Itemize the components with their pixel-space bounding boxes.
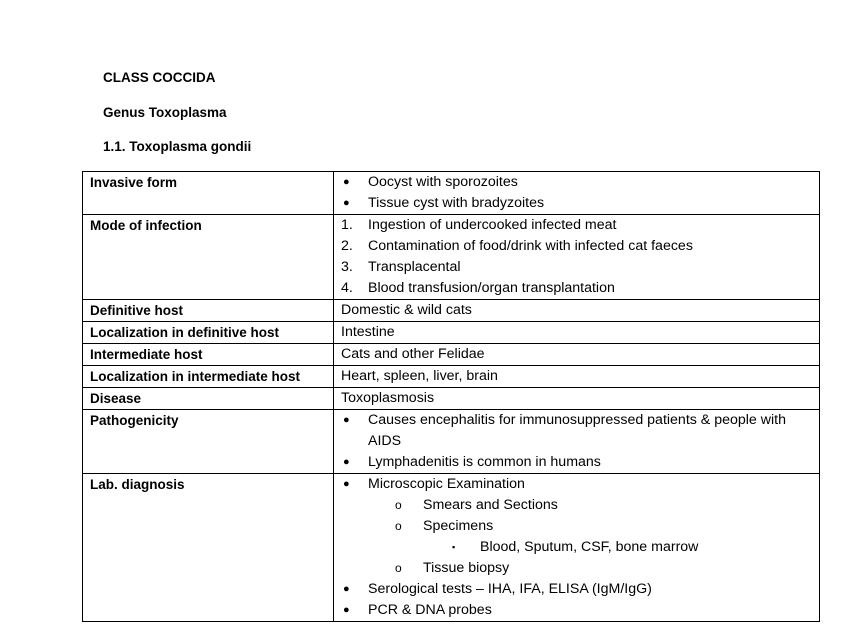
square-marker: ▪ — [452, 542, 456, 552]
list-item: 1. Ingestion of undercooked infected meat — [341, 215, 813, 236]
row-label: Pathogenicity — [83, 410, 334, 474]
row-value — [334, 410, 820, 474]
row-value: Cats and other Felidae — [334, 344, 820, 366]
table-row — [83, 172, 820, 215]
species-heading: 1.1. Toxoplasma gondii — [103, 139, 252, 154]
sub-list-item: o Smears and Sections — [341, 495, 813, 516]
list-item: 2. Contamination of food/drink with infected cat faeces — [341, 236, 813, 257]
list-item: ● PCR & DNA probes — [341, 600, 813, 621]
row-value: Heart, spleen, liver, brain — [334, 366, 820, 388]
sub-list-item: o Tissue biopsy — [341, 558, 813, 579]
list-item: ● Oocyst with sporozoites — [341, 172, 813, 193]
genus-heading: Genus Toxoplasma — [103, 105, 227, 120]
bullet-marker: ● — [343, 583, 350, 595]
table-row — [83, 366, 820, 388]
bullet-marker: ● — [343, 478, 350, 490]
circle-marker: o — [395, 519, 402, 533]
bullet-marker: ● — [343, 604, 350, 616]
row-value — [334, 172, 820, 215]
list-item: ● Tissue cyst with bradyzoites — [341, 193, 813, 214]
bullet-marker: ● — [343, 176, 350, 188]
list-item: ● Causes encephalitis for immunosuppressed patients & people with AIDS — [343, 412, 786, 449]
list-item: ● Serological tests – IHA, IFA, ELISA (IgM/IgG) — [341, 579, 813, 600]
bullet-marker: ● — [343, 197, 350, 209]
row-label: Intermediate host — [83, 344, 334, 366]
row-label: Lab. diagnosis — [83, 474, 334, 622]
sub-list-item: o Specimens — [341, 516, 813, 537]
row-value: Toxoplasmosis — [334, 388, 820, 410]
row-label: Localization in definitive host — [83, 322, 334, 344]
circle-marker: o — [395, 498, 402, 512]
table-row — [83, 474, 820, 622]
toxoplasma-table — [82, 171, 820, 622]
number-marker: 1. — [341, 217, 353, 233]
bullet-marker: ● — [343, 456, 350, 468]
list-item: ● Lymphadenitis is common in humans — [341, 452, 813, 473]
list-item: 3. Transplacental — [341, 257, 813, 278]
class-heading: CLASS COCCIDA — [103, 70, 216, 85]
row-value — [334, 215, 820, 300]
table-row — [83, 344, 820, 366]
bullet-marker: ● — [343, 414, 350, 426]
sub-sub-list-item: ▪ Blood, Sputum, CSF, bone marrow — [341, 537, 813, 558]
row-value: Domestic & wild cats — [334, 300, 820, 322]
row-label: Disease — [83, 388, 334, 410]
number-marker: 3. — [341, 259, 353, 275]
row-label: Localization in intermediate host — [83, 366, 334, 388]
number-marker: 2. — [341, 238, 353, 254]
table-row — [83, 388, 820, 410]
table-row — [83, 322, 820, 344]
table-row — [83, 215, 820, 300]
row-value: Intestine — [334, 322, 820, 344]
number-marker: 4. — [341, 280, 353, 296]
row-value — [334, 474, 820, 622]
list-item: 4. Blood transfusion/organ transplantation — [341, 278, 813, 299]
row-label: Definitive host — [83, 300, 334, 322]
table-row — [83, 410, 820, 474]
row-label: Mode of infection — [83, 215, 334, 300]
circle-marker: o — [395, 561, 402, 575]
list-item: ● Microscopic Examination — [341, 474, 813, 495]
row-label: Invasive form — [83, 172, 334, 215]
table-row — [83, 300, 820, 322]
